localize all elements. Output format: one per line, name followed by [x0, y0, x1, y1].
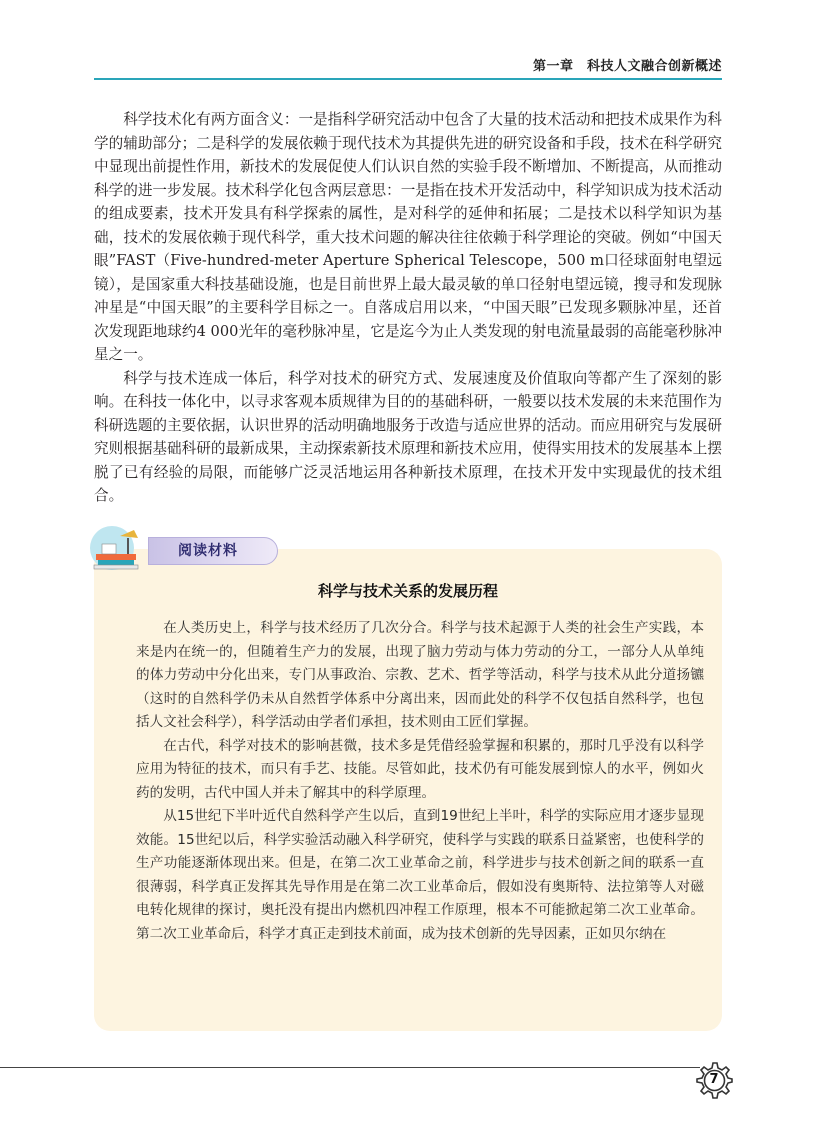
reading-paragraph: 在古代，科学对技术的影响甚微，技术多是凭借经验掌握和积累的，那时几乎没有以科学应用为特征的技术，而只有手艺、技能。尽管如此，技术仍有可能发展到惊人的水平，例如火药的发明，古代中国人并未了解其中的科学原理。	[136, 737, 704, 801]
reading-heading: 科学与技术关系的发展历程	[317, 582, 498, 600]
page-number: 7	[709, 1072, 719, 1087]
reading-body-text	[136, 617, 704, 946]
reading-paragraph: 从15世纪下半叶近代自然科学产生以后，直到19世纪上半叶，科学的实际应用才逐步显现效能。15世纪以后，科学实验活动融入科学研究，使科学与实践的联系日益紧密，也使科学的生产功能逐渐体现出来。但是，在第二次工业革命之前，科学进步与技术创新之间的联系一直很薄弱，科学真正发挥其先导作用是在第二次工业革命后，假如没有奥斯特、法拉第等人对磁电转化规律的探讨，奥托没有提出内燃机四冲程工作原理，根本不可能掀起第二次工业革命。第二次工业革命后，科学才真正走到技术前面，成为技术创新的先导因素，正如贝尔纳在	[136, 808, 704, 942]
body-paragraph: 科学与技术连成一体后，科学对技术的研究方式、发展速度及价值取向等都产生了深刻的影响。在科技一体化中，以寻求客观本质规律为目的的基础科研，一般要以技术发展的未来范围作为科研选题的主要依据，认识世界的活动明确地服务于改造与适应世界的活动。而应用研究与发展研究则根据基础科研的最新成果，主动探索新技术原理和新技术应用，使得实用技术的发展基本上摆脱了已有经验的局限，而能够广泛灵活地运用各种新技术原理，在技术开发中实现最优的技术组合。	[94, 369, 722, 504]
footer-divider	[0, 1067, 700, 1068]
chapter-header-title: 第一章 科技人文融合创新概述	[532, 59, 722, 74]
reading-paragraph: 在人类历史上，科学与技术经历了几次分合。科学与技术起源于人类的社会生产实践，本来是内在统一的，但随着生产力的发展，出现了脑力劳动与体力劳动的分工，一部分人从单纯的体力劳动中分化出来，专门从事政治、宗教、艺术、哲学等活动，科学与技术从此分道扬镳（这时的自然科学仍未从自然哲学体系中分离出来，因而此处的科学不仅包括自然科学，也包括人文社会科学），科学活动由学者们承担，技术则由工匠们掌握。	[136, 620, 704, 730]
body-paragraph: 科学技术化有两方面含义：一是指科学研究活动中包含了大量的技术活动和把技术成果作为科学的辅助部分；二是科学的发展依赖于现代技术为其提供先进的研究设备和手段，技术在科学研究中显现出前提性作用，新技术的发展促使人们认识自然的实验手段不断增加、不断提高，从而推动科学的进一步发展。技术科学化包含两层意思：一是指在技术开发活动中，科学知识成为技术活动的组成要素，技术开发具有科学探索的属性，是对科学的延伸和拓展；二是技术以科学知识为基础，技术的发展依赖于现代科学，重大技术问题的解决往往依赖于科学理论的突破。例如“中国天眼”FAST（Five-hundred-meter Aperture Spherical Telescope，500 m口径球面射电望远镜），是国家重大科技基础设施，也是目前世界上最大最灵敏的单口径射电望远镜，搜寻和发现脉冲星是“中国天眼”的主要科学目标之一。自落成启用以来，“中国天眼”已发现多颗脉冲星，还首次发现距地球约4 000光年的毫秒脉冲星，它是迄今为止人类发现的射电流量最弱的高能毫秒脉冲星之一。	[94, 111, 722, 363]
main-body-text	[94, 108, 722, 508]
reading-label: 阅读材料	[178, 543, 238, 559]
book-lamp-icon	[88, 524, 152, 572]
header-divider	[94, 78, 722, 80]
